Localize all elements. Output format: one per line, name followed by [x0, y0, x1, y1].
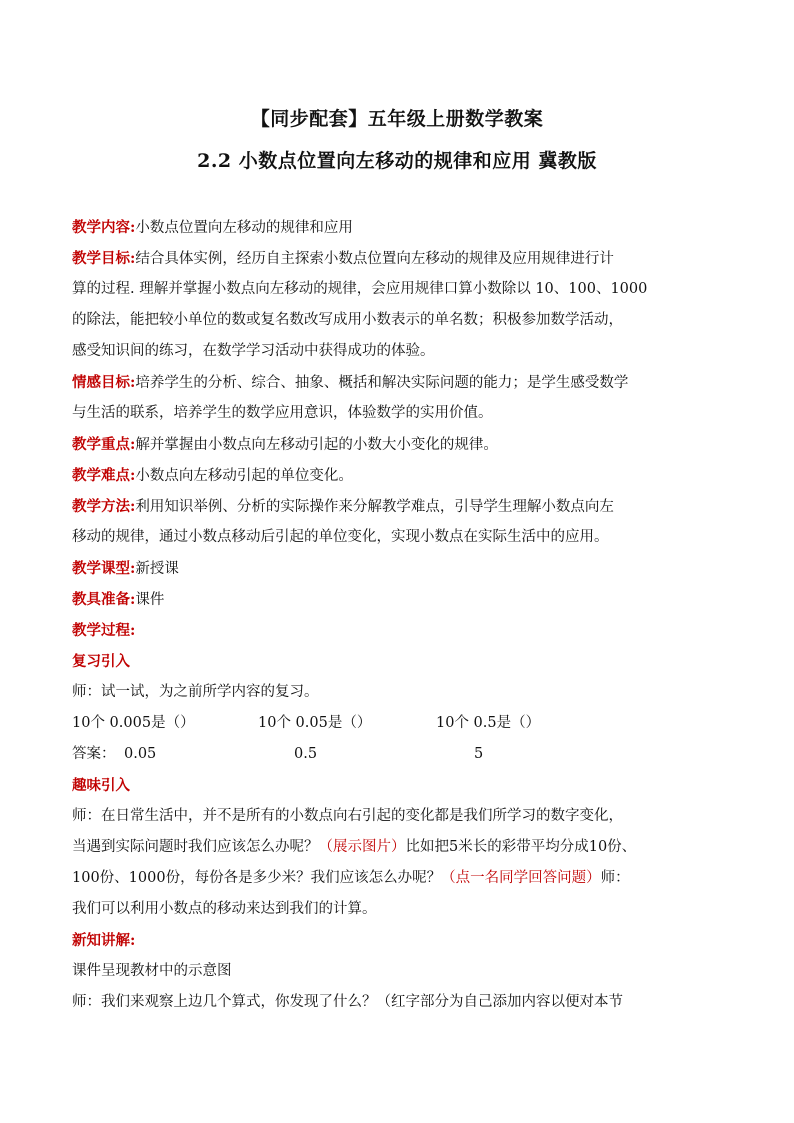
method-label: 教学方法: [72, 498, 136, 515]
tools-label: 教具准备: [72, 591, 136, 608]
emotion-line-2: 与生活的联系，培养学生的数学应用意识，体验数学的实用价值。 [72, 405, 493, 421]
difficulty-text: 小数点向左移动引起的单位变化。 [135, 468, 353, 484]
emotion-line-1 [72, 367, 724, 398]
fun-line-3a: 100份、1000份，每份各是多少米？我们应该怎么办呢？ [72, 870, 442, 886]
review-intro: 师：试一试，为之前所学内容的复习。 [72, 684, 319, 700]
fun-heading: 趣味引入 [72, 777, 130, 794]
emotion-label: 情感目标: [72, 374, 136, 391]
new-line-2: 师：我们来观察上边几个算式，你发现了什么？（红字部分为自己添加内容以便对本节 [72, 994, 623, 1010]
type-text: 新授课 [135, 561, 179, 577]
goal-label: 教学目标: [72, 250, 136, 267]
fun-line-3-note: （点一名同学回答问题） [441, 870, 601, 886]
fun-line-2c: 比如把5米长的彩带平均分成10份、 [405, 839, 637, 855]
content-label: 教学内容: [72, 219, 136, 236]
answer-2: 0.5 [294, 746, 318, 762]
fun-line-2a: 当遇到实际问题时我们应该怎么办呢？ [72, 839, 319, 855]
review-heading: 复习引入 [72, 653, 130, 670]
document-subtitle: 2.2 小数点位置向左移动的规律和应用 冀教版 [197, 150, 597, 172]
goal-line-2: 算的过程. 理解并掌握小数点向左移动的规律，会应用规律口算小数除以 10、100、1000 [72, 281, 648, 297]
fun-line-4: 我们可以利用小数点的移动来达到我们的计算。 [72, 901, 377, 917]
review-question-1: 10个 0.005是（） [72, 715, 195, 731]
content-line [72, 212, 724, 243]
new-line-1: 课件呈现教材中的示意图 [72, 963, 232, 979]
method-line-2: 移动的规律，通过小数点移动后引起的单位变化，实现小数点在实际生活中的应用。 [72, 529, 609, 545]
review-answers [72, 739, 724, 770]
review-heading-line [72, 646, 724, 677]
review-question-3: 10个 0.5是（） [436, 715, 541, 731]
process-line [72, 615, 724, 646]
difficulty-label: 教学难点: [72, 467, 136, 484]
method-text-1: 利用知识举例、分析的实际操作来分解教学难点，引导学生理解小数点向左 [135, 499, 614, 515]
tools-text: 课件 [135, 592, 165, 608]
emotion-text-1: 培养学生的分析、综合、抽象、概括和解决实际问题的能力；是学生感受数学 [135, 375, 629, 391]
process-label: 教学过程: [72, 622, 136, 639]
type-label: 教学课型: [72, 560, 136, 577]
new-heading: 新知讲解: [72, 932, 136, 949]
new-heading-line [72, 925, 724, 956]
answer-3: 5 [474, 746, 484, 762]
review-questions [72, 708, 724, 739]
goal-text-1: 结合具体实例，经历自主探索小数点位置向左移动的规律及应用规律进行计 [135, 251, 614, 267]
goal-line-3: 的除法，能把较小单位的数或复名数改写成用小数表示的单名数；积极参加数学活动， [72, 312, 623, 328]
document-title: 【同步配套】五年级上册数学教案 [250, 108, 544, 130]
fun-line-2 [72, 832, 724, 863]
document-body [72, 212, 724, 1018]
method-line-1 [72, 491, 724, 522]
fun-heading-line [72, 770, 724, 801]
answer-label: 答案： [72, 746, 116, 762]
fun-line-2-note: （展示图片） [318, 839, 406, 855]
fun-line-3 [72, 863, 724, 894]
content-text: 小数点位置向左移动的规律和应用 [135, 220, 353, 236]
fun-line-3c: 师： [600, 870, 630, 886]
fun-line-1: 师：在日常生活中，并不是所有的小数点向右引起的变化都是我们所学习的数字变化， [72, 808, 623, 824]
key-text: 解并掌握由小数点向左移动引起的小数大小变化的规律。 [135, 437, 498, 453]
difficulty-line [72, 460, 724, 491]
key-label: 教学重点: [72, 436, 136, 453]
tools-line [72, 584, 724, 615]
review-question-2: 10个 0.05是（） [258, 715, 372, 731]
goal-line-1 [72, 243, 724, 274]
goal-line-4: 感受知识间的练习，在数学学习活动中获得成功的体验。 [72, 343, 435, 359]
answer-1: 0.05 [124, 746, 157, 762]
key-line [72, 429, 724, 460]
type-line [72, 553, 724, 584]
